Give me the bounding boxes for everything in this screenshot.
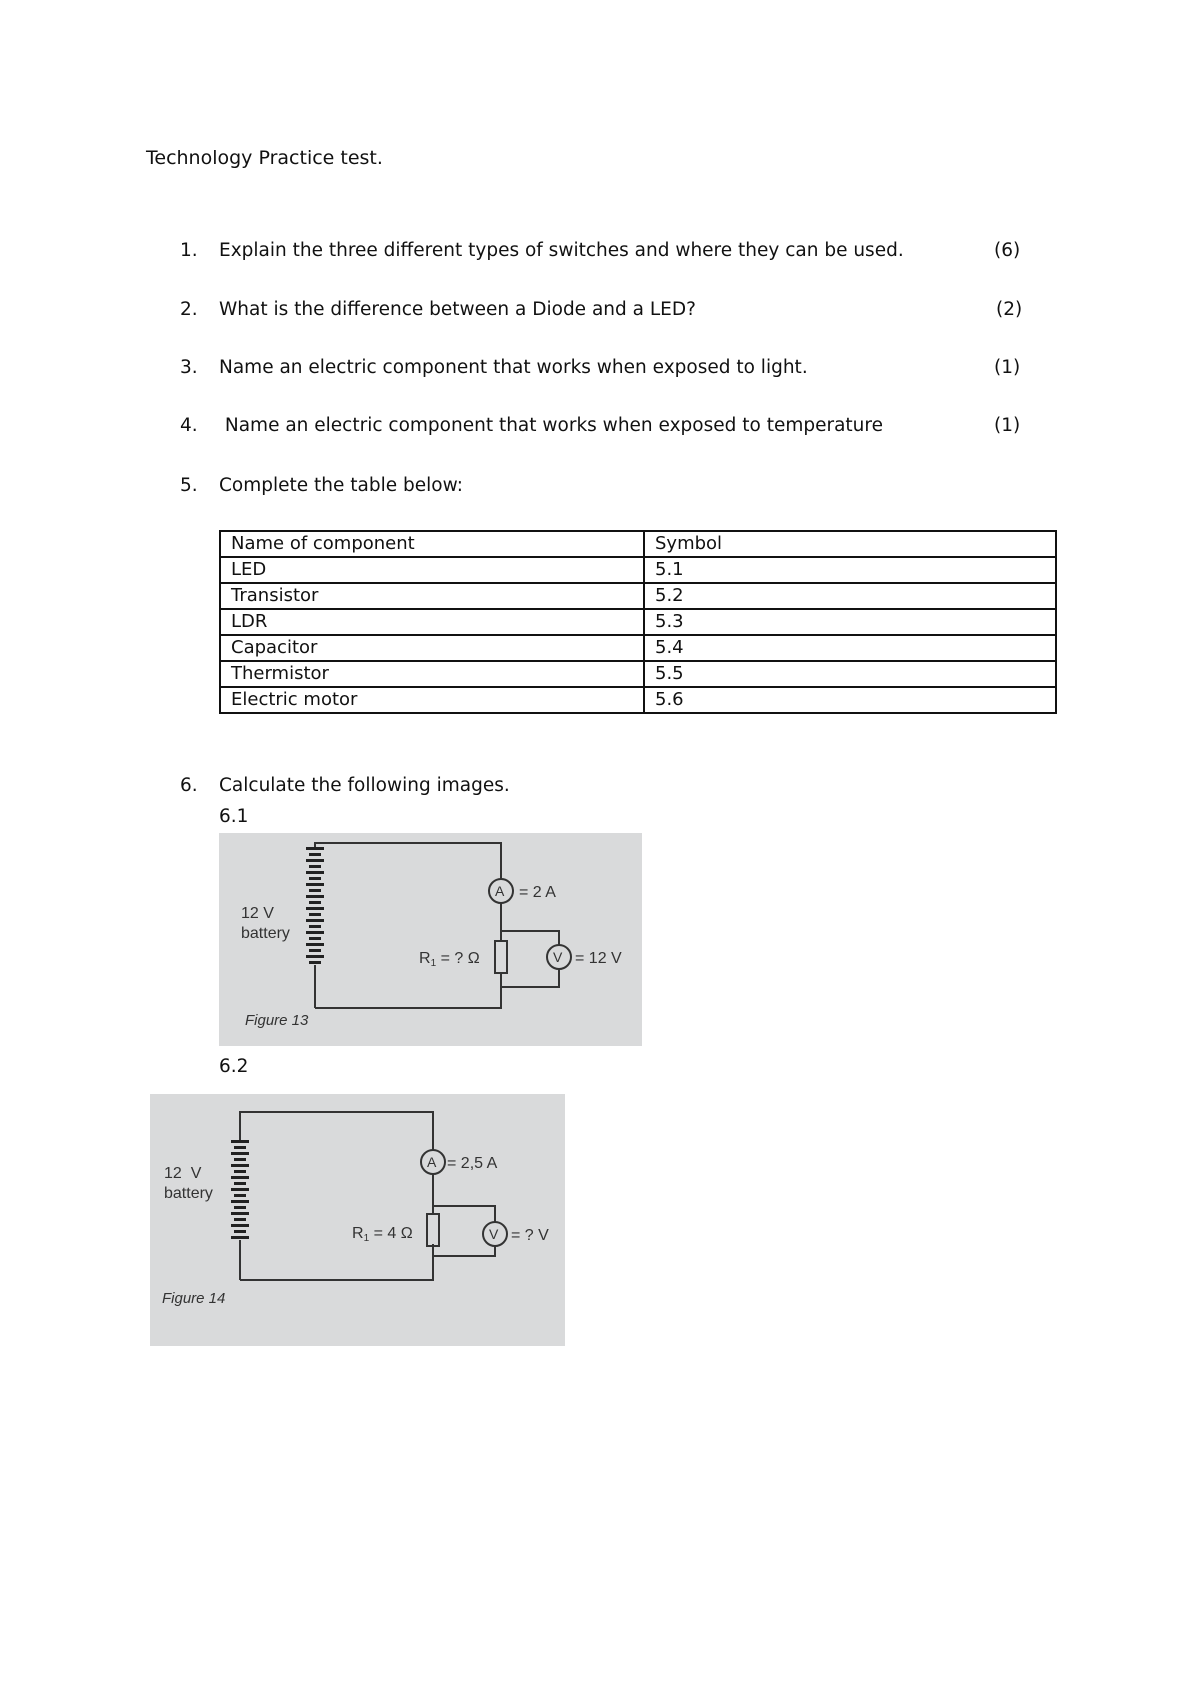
battery-plate: [309, 961, 321, 964]
battery-plate: [306, 943, 324, 946]
question-number: 1.: [180, 240, 198, 261]
battery-plate: [231, 1224, 249, 1227]
battery-plate: [306, 907, 324, 910]
circuit-figure-14: [150, 1094, 565, 1346]
table-cell: 5.5: [644, 661, 1056, 687]
table-cell: Thermistor: [220, 661, 644, 687]
battery-plate: [231, 1164, 249, 1167]
battery-plate: [306, 895, 324, 898]
battery-plate: [234, 1170, 246, 1173]
resistor-label: R1 = ? Ω: [419, 950, 480, 969]
table-cell: Capacitor: [220, 635, 644, 661]
question-number: 4.: [180, 415, 198, 436]
wire: [240, 1112, 433, 1150]
battery-plate: [234, 1158, 246, 1161]
question-marks: (1): [994, 415, 1021, 436]
subquestion-label: 6.2: [219, 1056, 249, 1077]
table-cell: 5.4: [644, 635, 1056, 661]
ammeter-reading: = 2,5 A: [447, 1155, 498, 1172]
wire: [315, 987, 501, 1008]
resistor-label: R1 = 4 Ω: [352, 1225, 413, 1244]
battery-plate: [234, 1230, 246, 1233]
table-cell: 5.2: [644, 583, 1056, 609]
table-header-row: [220, 531, 1056, 557]
table-cell: 5.1: [644, 557, 1056, 583]
battery-icon: [231, 1140, 249, 1239]
circuit-diagram: [219, 833, 642, 1046]
table-cell: Electric motor: [220, 687, 644, 713]
battery-plate: [306, 931, 324, 934]
battery-plate: [309, 901, 321, 904]
table-header-cell: Name of component: [220, 531, 644, 557]
battery-plate: [231, 1188, 249, 1191]
table-row: [220, 557, 1056, 583]
table-cell: Transistor: [220, 583, 644, 609]
battery-plate: [309, 949, 321, 952]
question-text: Explain the three different types of switches and where they can be used.: [219, 240, 904, 261]
battery-plate: [309, 877, 321, 880]
battery-plate: [231, 1140, 249, 1143]
question-number: 5.: [180, 475, 198, 496]
voltmeter-symbol: V: [553, 949, 563, 965]
subquestion-label: 6.1: [219, 806, 249, 827]
figure-caption: Figure 14: [162, 1290, 226, 1307]
circuit-diagram: [150, 1094, 565, 1346]
table-row: [220, 661, 1056, 687]
battery-plate: [234, 1146, 246, 1149]
battery-plate: [231, 1176, 249, 1179]
battery-plate: [306, 871, 324, 874]
voltmeter-reading: = 12 V: [575, 950, 622, 967]
battery-plate: [231, 1152, 249, 1155]
question-text: Name an electric component that works when exposed to temperature: [219, 415, 883, 436]
table-header-cell: Symbol: [644, 531, 1056, 557]
battery-label: battery: [241, 925, 290, 942]
battery-plate: [306, 847, 324, 850]
resistor-icon: [427, 1214, 439, 1246]
battery-voltage-label: 12 V: [164, 1165, 202, 1182]
table-row: [220, 609, 1056, 635]
table-row: [220, 583, 1056, 609]
wire: [240, 1256, 433, 1280]
question-number: 3.: [180, 357, 198, 378]
question-marks: (1): [994, 357, 1021, 378]
wire: [315, 843, 501, 879]
voltmeter-reading: = ? V: [511, 1227, 549, 1244]
battery-plate: [309, 889, 321, 892]
voltmeter-symbol: V: [489, 1226, 499, 1242]
battery-plate: [306, 883, 324, 886]
battery-plate: [234, 1218, 246, 1221]
question-text: Complete the table below:: [219, 475, 463, 496]
ammeter-reading: = 2 A: [519, 884, 556, 901]
table-cell: 5.6: [644, 687, 1056, 713]
page-title: Technology Practice test.: [146, 147, 383, 169]
battery-plate: [231, 1212, 249, 1215]
question-text: Name an electric component that works when exposed to light.: [219, 357, 808, 378]
battery-plate: [306, 859, 324, 862]
wire: [433, 1206, 495, 1222]
table-row: [220, 635, 1056, 661]
battery-label: battery: [164, 1185, 213, 1202]
battery-plate: [231, 1200, 249, 1203]
question-marks: (6): [994, 240, 1021, 261]
battery-plate: [309, 937, 321, 940]
components-table: [219, 530, 1057, 714]
ammeter-symbol: A: [495, 883, 505, 899]
wire: [501, 931, 559, 945]
table-cell: LDR: [220, 609, 644, 635]
ammeter-symbol: A: [427, 1154, 437, 1170]
question-text: Calculate the following images.: [219, 775, 510, 796]
figure-caption: Figure 13: [245, 1012, 309, 1029]
table-cell: 5.3: [644, 609, 1056, 635]
battery-icon: [306, 847, 324, 964]
battery-plate: [309, 913, 321, 916]
battery-plate: [309, 853, 321, 856]
battery-plate: [234, 1194, 246, 1197]
battery-voltage-label: 12 V: [241, 905, 274, 922]
battery-plate: [306, 919, 324, 922]
wire: [433, 1246, 495, 1256]
table-row: [220, 687, 1056, 713]
battery-plate: [309, 865, 321, 868]
question-marks: (2): [996, 299, 1023, 320]
battery-plate: [306, 955, 324, 958]
battery-plate: [231, 1236, 249, 1239]
question-text: What is the difference between a Diode and a LED?: [219, 299, 696, 320]
battery-plate: [309, 925, 321, 928]
wire: [501, 968, 559, 987]
circuit-figure-13: [219, 833, 642, 1046]
battery-plate: [234, 1206, 246, 1209]
battery-plate: [234, 1182, 246, 1185]
question-number: 6.: [180, 775, 198, 796]
resistor-icon: [495, 941, 507, 973]
table-cell: LED: [220, 557, 644, 583]
question-number: 2.: [180, 299, 198, 320]
